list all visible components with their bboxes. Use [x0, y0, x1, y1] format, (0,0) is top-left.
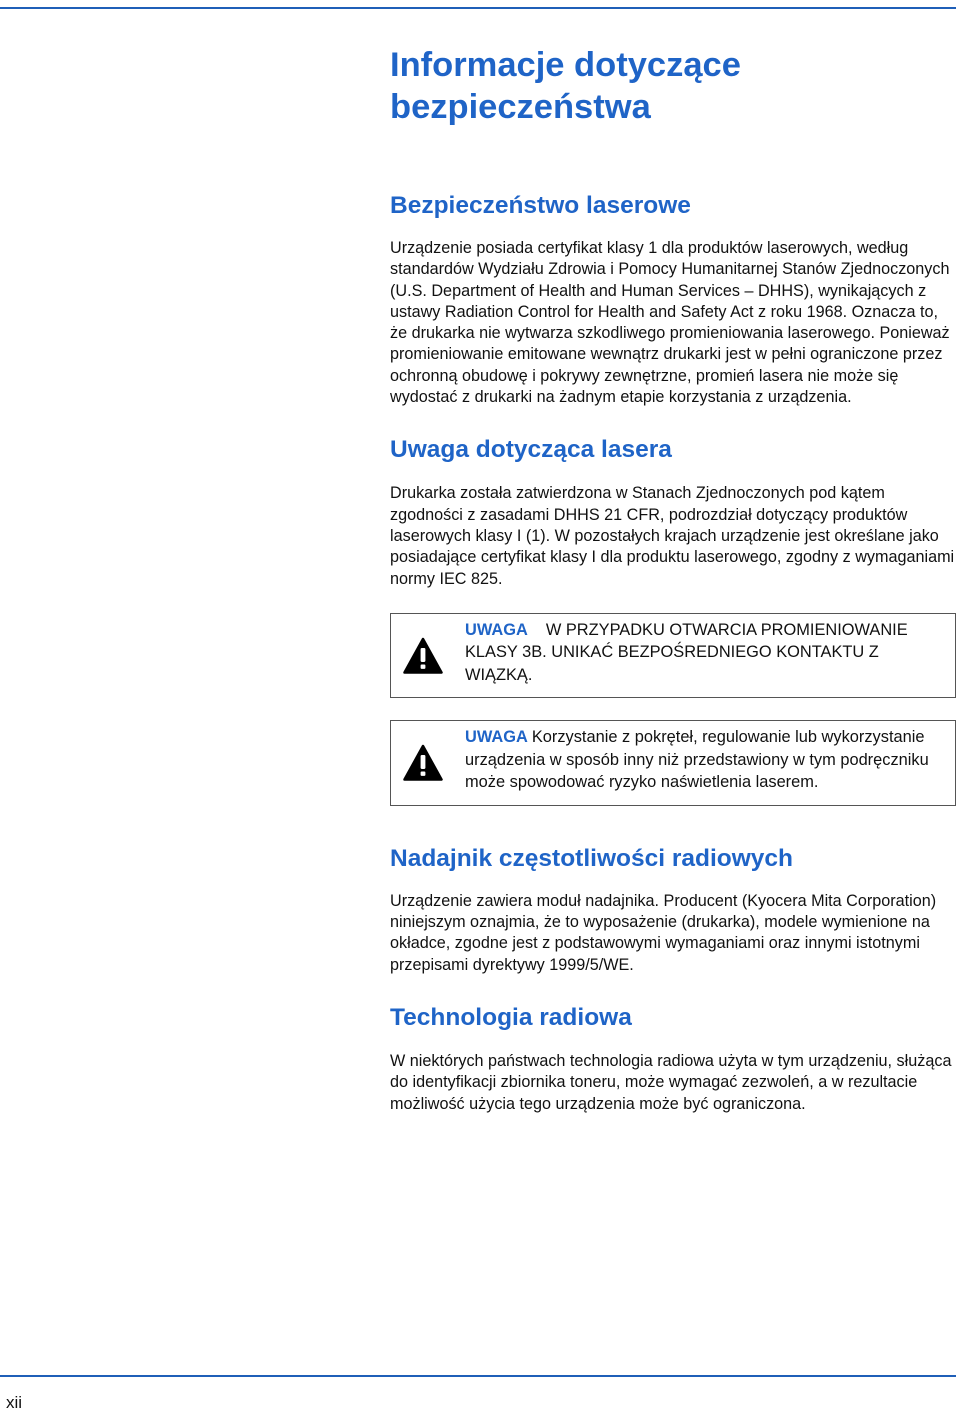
- page-number: xii: [6, 1393, 23, 1412]
- page-title: Informacje dotyczące bezpieczeństwa: [390, 46, 741, 126]
- warning-triangle-icon: [403, 744, 443, 782]
- caution-label: UWAGA: [465, 728, 528, 747]
- top-rule: [0, 7, 956, 9]
- paragraph-radio-technology: W niektórych państwach technologia radiowa użyta w tym urządzeniu, służąca do identyfikacji zbiornika toneru, może wymagać zezwoleń, a w rezultacie możliwość użycia tego urządzenia może być ograniczona.: [390, 1052, 952, 1113]
- heading-laser-safety: Bezpieczeństwo laserowe: [390, 192, 691, 219]
- caution-box-controls-usage: [390, 720, 956, 806]
- caution-text: [465, 726, 947, 794]
- paragraph-laser-safety: Urządzenie posiada certyfikat klasy 1 dla produktów laserowych, według standardów Wydziału Zdrowia i Pomocy Humanitarnej Stanów Zjednoczonych (U.S. Department of Health and Human Services – DHHS), wynikających z ustawy Radiation Control for Health and Safety Act z roku 1968. Oznacza to, że drukarka nie wytwarza szkodliwego promieniowania laserowego. Ponieważ promieniowanie emitowane wewnątrz drukarki jest w pełni ograniczone przez ochronną obudowę i pokrywy zewnętrzne, promień lasera nie może się wydostać z drukarki na żadnym etapie korzystania z urządzenia.: [390, 239, 950, 407]
- caution-text: [465, 619, 947, 687]
- caution-label: UWAGA: [465, 620, 528, 639]
- heading-radio-technology: Technologia radiowa: [390, 1004, 632, 1032]
- bottom-rule: [0, 1375, 956, 1377]
- heading-laser-notice: Uwaga dotycząca lasera: [390, 436, 672, 464]
- page-content: [390, 44, 956, 1115]
- caution-message: W PRZYPADKU OTWARCIA PROMIENIOWANIE KLASY 3B. UNIKAĆ BEZPOŚREDNIEGO KONTAKTU Z WIĄZKĄ.: [465, 620, 908, 684]
- caution-box-laser-radiation: [390, 613, 956, 699]
- paragraph-laser-notice: Drukarka została zatwierdzona w Stanach Zjednoczonych pod kątem zgodności z zasadami DHHS 21 CFR, podrozdział dotyczący produktów laserowych klasy I (1). W pozostałych krajach urządzenie jest określane jako posiadające certyfikat klasy I dla produktu laserowego, zgodny z wymaganiami normy IEC 825.: [390, 484, 955, 588]
- heading-radio-transmitter: Nadajnik częstotliwości radiowych: [390, 844, 794, 872]
- caution-message: Korzystanie z pokręteł, regulowanie lub wykorzystanie urządzenia w sposób inny niż przedstawiony w tym podręczniku może spowodować ryzyko naświetlenia laserem.: [465, 728, 929, 792]
- warning-triangle-icon: [403, 637, 443, 675]
- paragraph-radio-transmitter: Urządzenie zawiera moduł nadajnika. Producent (Kyocera Mita Corporation) niniejszym oznajmia, że to wyposażenie (drukarka), modele wymienione na okładce, zgodne jest z podstawowymi wymaganiami oraz innymi istotnymi przepisami dyrektywy 1999/5/WE.: [390, 891, 937, 974]
